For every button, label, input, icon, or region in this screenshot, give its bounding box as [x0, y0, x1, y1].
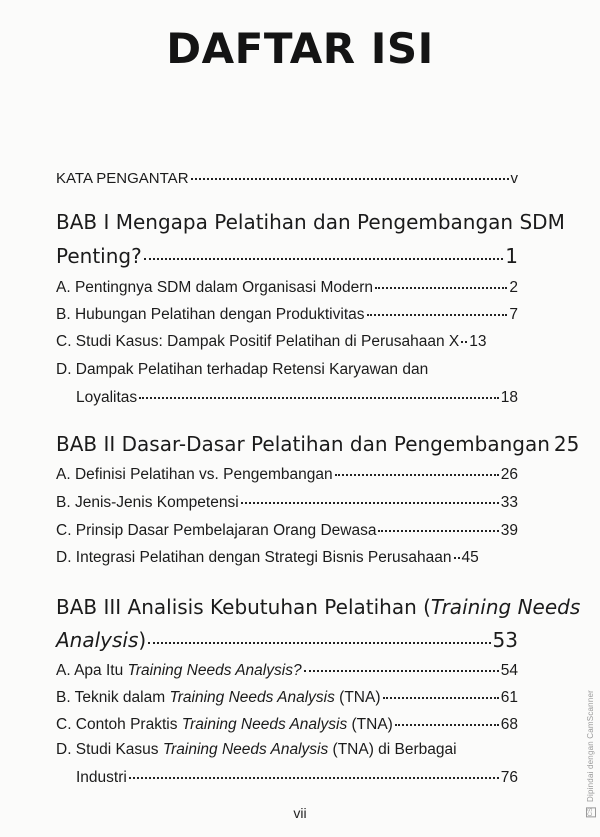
toc-page-number: 39 — [500, 522, 518, 539]
toc-label-prefix: A. Apa Itu — [56, 662, 128, 679]
dot-leader — [395, 724, 499, 726]
toc-entry-bab1-d[interactable] — [76, 389, 518, 407]
toc-label: BAB II Dasar-Dasar Pelatihan dan Pengembangan — [56, 432, 550, 456]
toc-page-number: 1 — [505, 244, 518, 268]
toc-page-number: v — [510, 170, 518, 187]
toc-label — [56, 716, 393, 734]
toc-label — [56, 689, 381, 707]
dot-leader — [375, 287, 507, 289]
toc-entry-bab2-d[interactable] — [56, 549, 518, 567]
toc-entry-bab2-c[interactable] — [56, 522, 518, 540]
toc-entry-bab3-b[interactable] — [56, 689, 518, 707]
toc-page-number: 45 — [461, 549, 479, 566]
toc-page-number: 25 — [553, 432, 580, 456]
dot-leader — [378, 530, 498, 532]
chapter-title-italic: Training Needs — [430, 595, 581, 619]
dot-leader — [129, 777, 499, 779]
toc-page-number: 53 — [492, 628, 518, 652]
toc-entry-bab1-c[interactable] — [56, 333, 518, 351]
toc-label: C. Studi Kasus: Dampak Positif Pelatihan di Perusahaan X — [56, 333, 460, 350]
toc-label-italic: Analysis — [56, 628, 139, 652]
toc-label: A. Definisi Pelatihan vs. Pengembangan — [56, 466, 333, 483]
toc-label — [56, 662, 302, 680]
toc-label-suffix: (TNA) di Berbagai — [328, 741, 457, 758]
toc-page-number: 54 — [500, 662, 518, 679]
dot-leader — [241, 502, 499, 504]
toc-page-number: 18 — [500, 389, 518, 406]
toc-label: B. Hubungan Pelatihan dengan Produktivitas — [56, 306, 365, 323]
dot-leader — [335, 474, 499, 476]
dot-leader — [461, 341, 467, 343]
toc-label: B. Jenis-Jenis Kompetensi — [56, 494, 239, 511]
toc-page-number: 76 — [500, 769, 518, 786]
toc-label-suffix: (TNA) — [334, 689, 381, 706]
page-title: DAFTAR ISI — [166, 24, 434, 73]
toc-entry-bab1-d-line1[interactable]: D. Dampak Pelatihan terhadap Retensi Karyawan dan — [56, 361, 429, 378]
toc-entry-bab3-c[interactable] — [56, 716, 518, 734]
toc-label: Industri — [76, 769, 127, 786]
toc-label: Loyalitas — [76, 389, 138, 406]
toc-entry-bab3-d[interactable] — [76, 769, 518, 787]
toc-page-number: 2 — [509, 279, 518, 296]
chapter-title-bab1[interactable]: BAB I Mengapa Pelatihan dan Pengembangan SDM — [56, 210, 565, 234]
dot-leader — [304, 670, 499, 672]
toc-label: KATA PENGANTAR — [56, 170, 189, 187]
toc-entry-bab1-a[interactable] — [56, 279, 518, 297]
toc-entry-bab3-a[interactable] — [56, 662, 518, 680]
toc-page-number: 68 — [500, 716, 518, 733]
toc-entry-bab3-d-line1[interactable] — [56, 741, 457, 759]
camscanner-logo-icon: CS — [588, 807, 594, 817]
toc-entry-kata-pengantar[interactable] — [56, 170, 518, 187]
toc-label: D. Integrasi Pelatihan dengan Strategi Bisnis Perusahaan — [56, 549, 452, 566]
dot-leader — [191, 178, 509, 180]
toc-entry-bab1[interactable] — [56, 244, 518, 268]
dot-leader — [383, 697, 499, 699]
toc-entry-bab2[interactable] — [56, 432, 580, 456]
dot-leader — [144, 258, 504, 260]
dot-leader — [454, 557, 460, 559]
dot-leader — [139, 397, 499, 399]
toc-label-suffix: ) — [138, 628, 147, 652]
toc-label-prefix: D. Studi Kasus — [56, 741, 163, 758]
chapter-title-prefix: BAB III Analisis Kebutuhan Pelatihan ( — [56, 595, 431, 619]
toc-label-italic: Training Needs Analysis — [162, 741, 329, 758]
toc-entry-bab2-a[interactable] — [56, 466, 518, 484]
toc-label-suffix: (TNA) — [347, 716, 393, 733]
toc-page-number: 7 — [509, 306, 518, 323]
scanner-watermark-text: Dipindai dengan CamScanner — [586, 690, 595, 802]
toc-page-number: 61 — [500, 689, 518, 706]
toc-label-prefix: C. Contoh Praktis — [56, 716, 182, 733]
chapter-title-bab3[interactable] — [56, 595, 580, 619]
toc-page-number: 33 — [500, 494, 518, 511]
toc-entry-bab2-b[interactable] — [56, 494, 518, 512]
toc-label-italic: Training Needs Analysis? — [127, 662, 302, 679]
toc-page-number: 13 — [469, 333, 487, 350]
dot-leader — [148, 642, 490, 644]
toc-label: Penting? — [56, 244, 142, 268]
toc-label-italic: Training Needs Analysis — [169, 689, 335, 706]
scanner-watermark — [586, 690, 596, 817]
toc-label: A. Pentingnya SDM dalam Organisasi Modern — [56, 279, 374, 296]
toc-entry-bab3[interactable] — [56, 628, 518, 652]
toc-label — [56, 628, 146, 652]
toc-label-italic: Training Needs Analysis — [181, 716, 348, 733]
toc-label-prefix: B. Teknik dalam — [56, 689, 170, 706]
dot-leader — [367, 314, 508, 316]
page-number-footer: vii — [293, 805, 307, 821]
toc-label: C. Prinsip Dasar Pembelajaran Orang Dewasa — [56, 522, 377, 539]
toc-page-number: 26 — [500, 466, 518, 483]
toc-entry-bab1-b[interactable] — [56, 306, 518, 324]
